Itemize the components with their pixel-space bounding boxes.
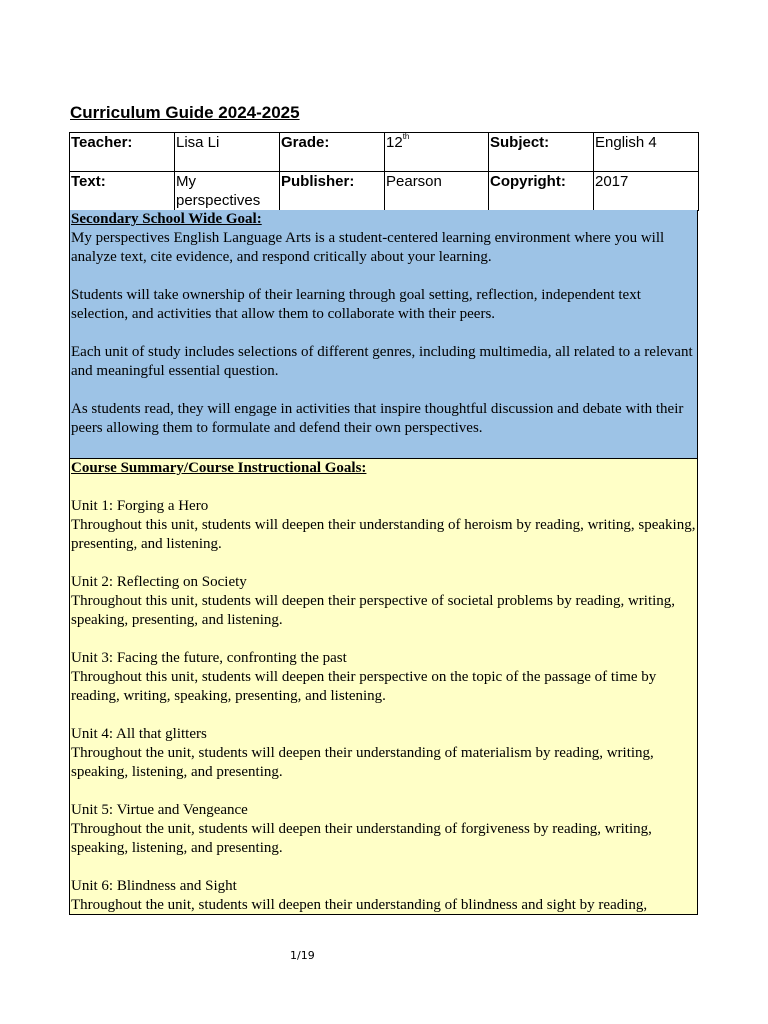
- school-goal-paragraph: My perspectives English Language Arts is a student-centered learning environment where you will analyze text, cite evidence, and respond critically about your learning.: [71, 230, 665, 265]
- unit-description: Throughout this unit, students will deepen their understanding of heroism by reading, writing, speaking, presenting, and listening.: [71, 517, 696, 552]
- unit-description: Throughout this unit, students will deepen their perspective of societal problems by reading, writing, speaking, presenting, and listening.: [71, 593, 676, 628]
- school-goal-paragraph: As students read, they will engage in activities that inspire thoughtful discussion and debate with their peers allowing them to formulate and defend their own perspectives.: [71, 401, 684, 436]
- unit-block: [71, 573, 696, 630]
- unit-description: Throughout the unit, students will deepen their understanding of blindness and sight by reading,: [71, 897, 648, 913]
- publisher-value: Pearson: [385, 172, 489, 211]
- teacher-value: Lisa Li: [175, 133, 280, 172]
- unit-block: [71, 497, 696, 554]
- unit-title: Unit 3: Facing the future, confronting the past: [71, 650, 347, 666]
- info-row-teacher: [70, 133, 699, 172]
- school-goal-heading: Secondary School Wide Goal:: [71, 211, 262, 227]
- copyright-label: Copyright:: [489, 172, 594, 211]
- page-title: Curriculum Guide 2024-2025: [70, 103, 300, 122]
- course-summary-section: [69, 459, 698, 915]
- publisher-label: Publisher:: [280, 172, 385, 211]
- subject-value: English 4: [594, 133, 699, 172]
- unit-title: Unit 1: Forging a Hero: [71, 498, 209, 514]
- page-number: 1/19: [290, 949, 315, 962]
- unit-description: Throughout this unit, students will deepen their perspective on the topic of the passage of time by reading, writing, speaking, presenting, and listening.: [71, 669, 657, 704]
- teacher-label: Teacher:: [70, 133, 175, 172]
- unit-block: [71, 801, 696, 858]
- unit-block: [71, 725, 696, 782]
- grade-label: Grade:: [280, 133, 385, 172]
- unit-description: Throughout the unit, students will deepen their understanding of materialism by reading, writing, speaking, listening, and presenting.: [71, 745, 654, 780]
- unit-description: Throughout the unit, students will deepen their understanding of forgiveness by reading, writing, speaking, listening, and presenting.: [71, 821, 652, 856]
- grade-cell: [385, 133, 489, 172]
- school-goal-paragraph: Each unit of study includes selections of different genres, including multimedia, all related to a relevant and meaningful essential question.: [71, 344, 693, 379]
- info-table: [69, 132, 699, 211]
- grade-suffix: th: [402, 132, 410, 141]
- info-row-text: [70, 172, 699, 211]
- subject-label: Subject:: [489, 133, 594, 172]
- unit-title: Unit 4: All that glitters: [71, 726, 207, 742]
- school-goal-section: [69, 210, 698, 459]
- text-value: My perspectives: [175, 172, 280, 211]
- unit-block: [71, 649, 696, 706]
- text-label: Text:: [70, 172, 175, 211]
- copyright-value: 2017: [594, 172, 699, 211]
- course-summary-heading: Course Summary/Course Instructional Goals:: [71, 460, 367, 476]
- unit-block: [71, 877, 696, 915]
- unit-title: Unit 6: Blindness and Sight: [71, 878, 237, 894]
- unit-title: Unit 2: Reflecting on Society: [71, 574, 247, 590]
- grade-value: 12: [386, 134, 403, 151]
- school-goal-paragraph: Students will take ownership of their learning through goal setting, reflection, independent text selection, and activities that allow them to collaborate with their peers.: [71, 287, 641, 322]
- unit-title: Unit 5: Virtue and Vengeance: [71, 802, 248, 818]
